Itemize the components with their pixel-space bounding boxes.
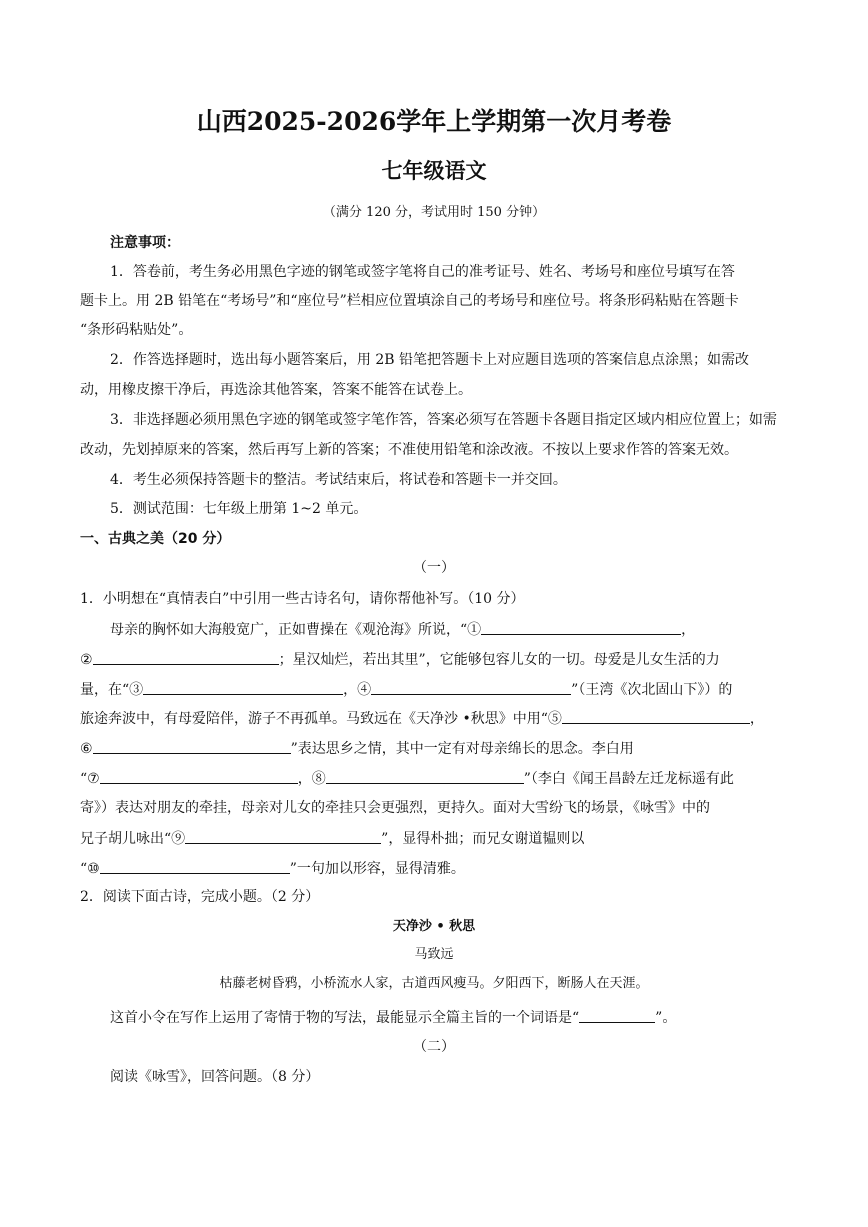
question-1-line-5: ⑥ ”表达思乡之情，其中一定有对母亲绵长的思念。李白用 <box>80 741 634 757</box>
answer-blank-q2[interactable] <box>579 1008 655 1023</box>
question-1-line-8: 兄子胡儿咏出“⑨ ”，显得朴拙；而兄女谢道韫则以 <box>80 831 585 847</box>
note-item-1-line-2: 题卡上。用 2B 铅笔在“考场号”和“座位号”栏相应位置填涂自己的考场号和座位号。将条形码粘贴在答题卡 <box>80 293 739 309</box>
question-1-line-7: 寄》）表达对朋友的牵挂，母亲对儿女的牵挂只会更强烈，更持久。面对大雪纷飞的场景，《咏雪》中的 <box>80 800 710 816</box>
answer-blank-3[interactable] <box>143 680 343 695</box>
question-2: 2．阅读下面古诗，完成小题。（2 分） <box>80 889 320 905</box>
part-label-1: （一） <box>413 560 455 576</box>
poem-text: 枯藤老树昏鸦，小桥流水人家，古道西风瘦马。夕阳西下，断肠人在天涯。 <box>219 976 649 991</box>
note-item-1-line-1: 1．答卷前，考生务必用黑色字迹的钢笔或签字笔将自己的准考证号、姓名、考场号和座位号填写在答 <box>110 264 735 280</box>
note-item-1-line-3: “条形码粘贴处”。 <box>80 322 193 338</box>
question-1: 1．小明想在“真情表白”中引用一些古诗名句，请你帮他补写。（10 分） <box>80 591 525 607</box>
reading-prompt: 阅读《咏雪》，回答问题。（8 分） <box>110 1069 320 1085</box>
note-item-5: 5．测试范围：七年级上册第 1~2 单元。 <box>110 501 368 517</box>
question-1-line-4: 旅途奔波中，有母爱陪伴，游子不再孤单。马致远在《天净沙 •秋思》中用“⑤ ， <box>80 711 764 727</box>
note-item-2-line-1: 2．作答选择题时，选出每小题答案后，用 2B 铅笔把答题卡上对应题目选项的答案信息点涂黑；如需改 <box>110 352 750 368</box>
answer-blank-4[interactable] <box>371 680 571 695</box>
note-item-3-line-2: 改动，先划掉原来的答案，然后再写上新的答案；不准使用铅笔和涂改液。不按以上要求作答的答案无效。 <box>80 442 738 458</box>
part-label-2: （二） <box>413 1039 455 1055</box>
question-1-line-3: 量，在“③ ，④ ”（王湾《次北固山下》）的 <box>80 682 733 698</box>
subject-title: 七年级语文 <box>381 158 487 183</box>
notes-heading: 注意事项： <box>110 235 180 251</box>
note-item-2-line-2: 动，用橡皮擦干净后，再选涂其他答案，答案不能答在试卷上。 <box>80 382 472 398</box>
section-heading: 一、古典之美（20 分） <box>80 531 231 547</box>
question-1-line-9: “⑩ ”一句加以形容，显得清雅。 <box>80 861 465 877</box>
answer-blank-8[interactable] <box>326 769 524 784</box>
question-1-line-2: ② ；星汉灿烂，若出其里”，它能够包容儿女的一切。母爱是儿女生活的力 <box>80 652 720 668</box>
answer-blank-10[interactable] <box>100 859 290 874</box>
exam-info: （满分 120 分，考试用时 150 分钟） <box>322 205 546 220</box>
poem-author: 马致远 <box>414 947 454 962</box>
answer-blank-9[interactable] <box>185 829 381 844</box>
note-item-4: 4．考生必须保持答题卡的整洁。考试结束后，将试卷和答题卡一并交回。 <box>110 472 567 488</box>
answer-blank-1[interactable] <box>481 620 681 635</box>
exam-title: 山西2025-2026学年上学期第一次月考卷 <box>196 107 672 136</box>
question-1-line-1: 母亲的胸怀如大海般宽广，正如曹操在《观沧海》所说，“① ， <box>110 622 696 638</box>
answer-blank-2[interactable] <box>93 650 279 665</box>
answer-blank-6[interactable] <box>93 739 291 754</box>
poem-title: 天净沙 • 秋思 <box>392 919 476 934</box>
question-2-prompt: 这首小令在写作上运用了寄情于物的写法，最能显示全篇主旨的一个词语是“ ”。 <box>110 1010 677 1026</box>
question-1-line-6: “⑦ ，⑧ ”（李白《闻王昌龄左迁龙标遥有此 <box>80 771 734 787</box>
note-item-3-line-1: 3．非选择题必须用黑色字迹的钢笔或签字笔作答，答案必须写在答题卡各题目指定区域内相应位置上；如需 <box>110 412 777 428</box>
answer-blank-5[interactable] <box>562 709 750 724</box>
answer-blank-7[interactable] <box>100 769 298 784</box>
